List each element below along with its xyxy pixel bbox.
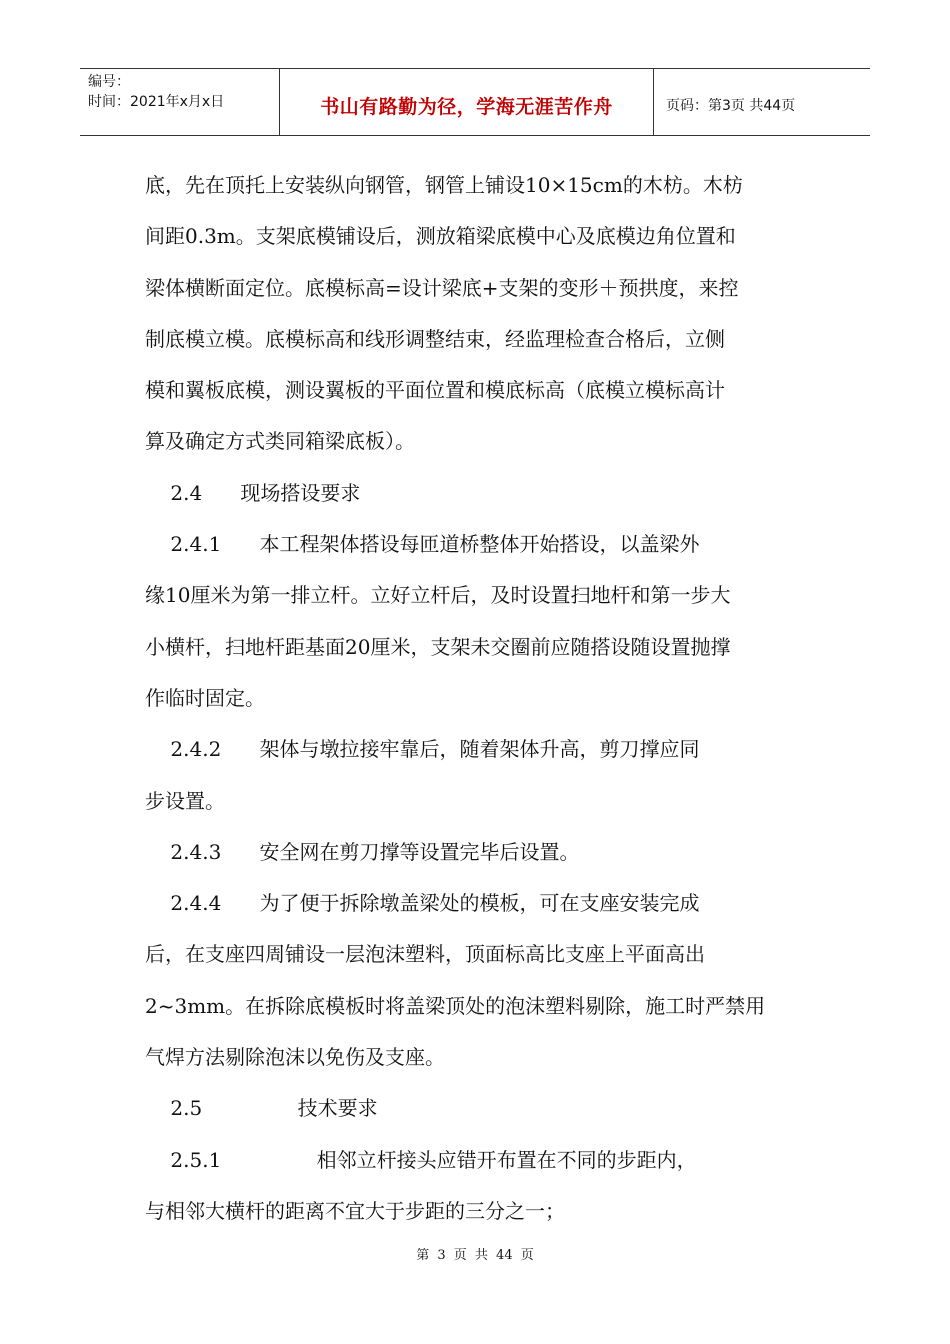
body-line: 后，在支座四周铺设一层泡沫塑料，顶面标高比支座上平面高出 <box>145 942 705 967</box>
section-heading: 2.5 技术要求 <box>145 1096 378 1121</box>
body-line: 小横杆，扫地杆距基面20厘米，支架未交圈前应随搭设随设置抛撑 <box>145 634 731 659</box>
header-page-info: 页码：第3页 共44页 <box>666 98 796 114</box>
body-line: 与相邻大横杆的距离不宜大于步距的三分之一； <box>145 1198 565 1223</box>
body-line: 缘10厘米为第一排立杆。立好立杆后，及时设置扫地杆和第一步大 <box>145 583 731 608</box>
body-line: 2.4.3 安全网在剪刀撑等设置完毕后设置。 <box>145 839 580 864</box>
body-line: 作临时固定。 <box>145 685 265 710</box>
header-page-cell <box>654 69 870 135</box>
body-line: 步设置。 <box>145 788 225 813</box>
body-line: 间距0.3m。支架底模铺设后，测放箱梁底模中心及底模边角位置和 <box>145 224 736 249</box>
page-footer: 第 3 页 共 44 页 <box>416 1248 534 1263</box>
document-body <box>145 160 805 1237</box>
header-motto: 书山有路勤为径，学海无涯苦作舟 <box>320 95 613 118</box>
body-line: 底，先在顶托上安装纵向钢管，钢管上铺设10×15cm的木枋。木枋 <box>145 173 743 197</box>
page-header <box>80 68 870 136</box>
header-meta-cell <box>80 69 280 135</box>
body-line: 算及确定方式类同箱梁底板）。 <box>145 429 415 454</box>
document-number-label: 编号： <box>88 74 130 90</box>
body-line: 2.5.1 相邻立杆接头应错开布置在不同的步距内， <box>145 1147 697 1172</box>
section-heading: 2.4 现场搭设要求 <box>145 480 361 505</box>
body-line: 2.4.4 为了便于拆除墩盖梁处的模板，可在支座安装完成 <box>145 891 700 916</box>
body-line: 模和翼板底模，测设翼板的平面位置和模底标高（底模立模标高计 <box>145 378 725 403</box>
body-line: 2.4.1 本工程架体搭设每匝道桥整体开始搭设，以盖梁外 <box>145 532 700 557</box>
document-time-label: 时间：2021年x月x日 <box>88 94 225 110</box>
body-line: 2~3mm。在拆除底模板时将盖梁顶处的泡沫塑料剔除，施工时严禁用 <box>145 993 766 1018</box>
header-motto-cell <box>280 69 654 135</box>
body-line: 梁体横断面定位。底模标高=设计梁底+支架的变形＋预拱度，来控 <box>145 275 739 300</box>
body-line: 气焊方法剔除泡沫以免伤及支座。 <box>145 1045 445 1070</box>
body-line: 制底模立模。底模标高和线形调整结束，经监理检查合格后，立侧 <box>145 326 725 351</box>
body-line: 2.4.2 架体与墩拉接牢靠后，随着架体升高，剪刀撑应同 <box>145 737 700 762</box>
